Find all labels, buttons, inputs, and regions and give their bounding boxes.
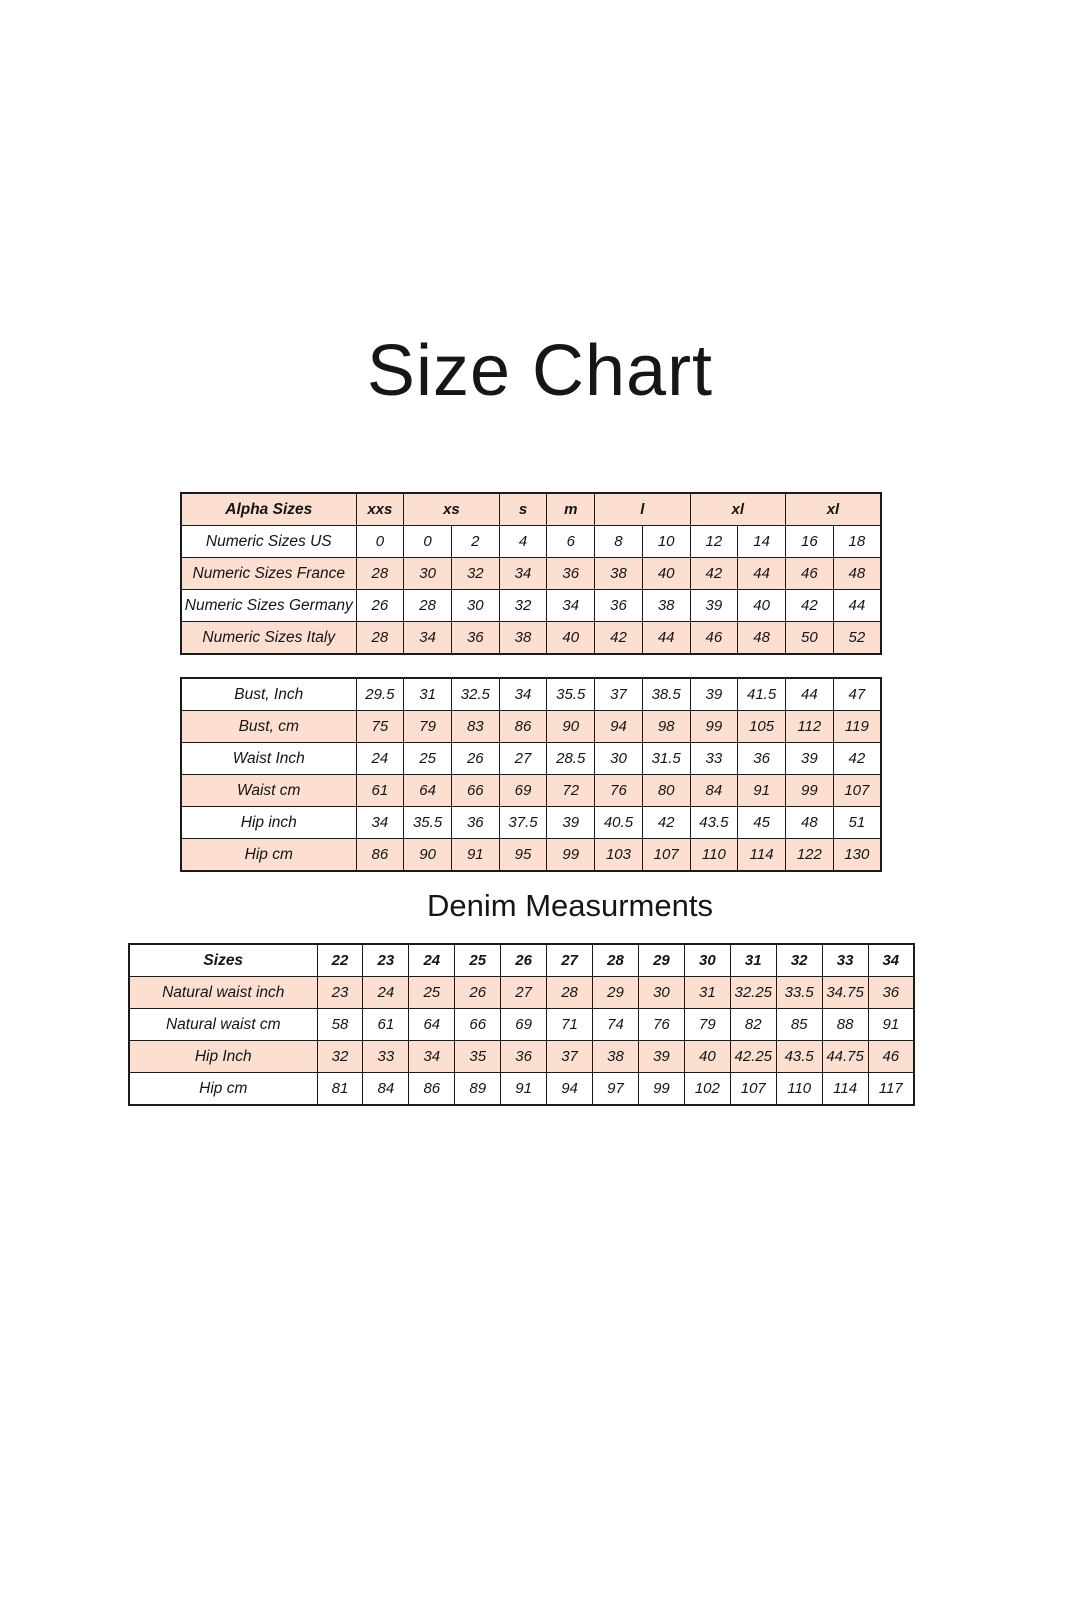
table-cell: 24	[356, 743, 404, 775]
table-cell: 75	[356, 711, 404, 743]
table-cell: 34	[547, 590, 595, 622]
table-cell: 6	[547, 526, 595, 558]
table-cell: 31	[684, 977, 730, 1009]
table-cell: 38.5	[642, 678, 690, 711]
table-cell: 90	[547, 711, 595, 743]
table-header-row	[181, 493, 881, 526]
table-cell: 42	[642, 807, 690, 839]
table-cell: 64	[404, 775, 452, 807]
table-cell: 35.5	[547, 678, 595, 711]
table-cell: 36	[868, 977, 914, 1009]
table-cell: 8	[595, 526, 643, 558]
table-cell: 110	[690, 839, 738, 872]
table-cell: 66	[455, 1009, 501, 1041]
table-cell: 99	[638, 1073, 684, 1106]
table-cell: 29	[638, 944, 684, 977]
table-cell: 25	[455, 944, 501, 977]
table-cell: 90	[404, 839, 452, 872]
table-cell: 44	[833, 590, 881, 622]
table-cell: 94	[547, 1073, 593, 1106]
table-cell: 94	[595, 711, 643, 743]
table-cell: 76	[595, 775, 643, 807]
table-row	[129, 1073, 914, 1106]
table-cell: 99	[690, 711, 738, 743]
table-cell: 34.75	[822, 977, 868, 1009]
table-cell: 102	[684, 1073, 730, 1106]
table-cell: 44	[642, 622, 690, 655]
table-cell: 130	[833, 839, 881, 872]
table-cell: 112	[785, 711, 833, 743]
table-cell: 28	[593, 944, 639, 977]
table-cell: 37.5	[499, 807, 547, 839]
table-cell: 107	[833, 775, 881, 807]
table-cell: 48	[785, 807, 833, 839]
table-cell: 61	[356, 775, 404, 807]
table-cell: 83	[451, 711, 499, 743]
table-cell: 34	[404, 622, 452, 655]
table-cell: 37	[547, 1041, 593, 1073]
table-cell: 51	[833, 807, 881, 839]
table-cell: 74	[593, 1009, 639, 1041]
table-cell: 36	[501, 1041, 547, 1073]
table-cell: 2	[451, 526, 499, 558]
table-cell: 39	[547, 807, 595, 839]
table-cell: 80	[642, 775, 690, 807]
table-cell: 30	[638, 977, 684, 1009]
table-row	[181, 678, 881, 711]
row-label: Numeric Sizes Germany	[181, 590, 356, 622]
table-cell: 36	[451, 807, 499, 839]
table-cell: 32	[317, 1041, 363, 1073]
table-cell: 46	[785, 558, 833, 590]
table-cell: 79	[404, 711, 452, 743]
table-cell: 44	[738, 558, 786, 590]
table-cell: s	[499, 493, 547, 526]
table-cell: 45	[738, 807, 786, 839]
table-cell: 23	[317, 977, 363, 1009]
table-cell: 89	[455, 1073, 501, 1106]
table-cell: 14	[738, 526, 786, 558]
table-cell: 66	[451, 775, 499, 807]
table-cell: 40	[547, 622, 595, 655]
table-cell: 36	[547, 558, 595, 590]
table-cell: 24	[363, 977, 409, 1009]
table-cell: 33	[690, 743, 738, 775]
table-cell: 34	[868, 944, 914, 977]
table-cell: 39	[690, 590, 738, 622]
table-cell: 25	[409, 977, 455, 1009]
table-cell: 42	[833, 743, 881, 775]
table-cell: 91	[501, 1073, 547, 1106]
table-cell: 39	[638, 1041, 684, 1073]
table-cell: 71	[547, 1009, 593, 1041]
table-cell: 34	[409, 1041, 455, 1073]
table-cell: m	[547, 493, 595, 526]
row-label: Hip Inch	[129, 1041, 317, 1073]
table-cell: 82	[730, 1009, 776, 1041]
table-cell: 110	[776, 1073, 822, 1106]
table-cell: 114	[822, 1073, 868, 1106]
table-cell: 0	[404, 526, 452, 558]
table-cell: 58	[317, 1009, 363, 1041]
row-label: Natural waist inch	[129, 977, 317, 1009]
table-cell: 39	[690, 678, 738, 711]
table-cell: 85	[776, 1009, 822, 1041]
row-label: Sizes	[129, 944, 317, 977]
table-cell: 97	[593, 1073, 639, 1106]
table-cell: 33	[822, 944, 868, 977]
row-label: Waist cm	[181, 775, 356, 807]
table-cell: 46	[690, 622, 738, 655]
table-cell: 119	[833, 711, 881, 743]
table-cell: 28.5	[547, 743, 595, 775]
table-cell: 86	[409, 1073, 455, 1106]
table-cell: 28	[356, 622, 404, 655]
table-cell: 31	[730, 944, 776, 977]
table-row	[181, 526, 881, 558]
table-cell: 25	[404, 743, 452, 775]
table-cell: 99	[547, 839, 595, 872]
table-cell: 69	[499, 775, 547, 807]
table-cell: 84	[690, 775, 738, 807]
table-cell: 34	[499, 678, 547, 711]
table-cell: xs	[404, 493, 499, 526]
table-cell: 69	[501, 1009, 547, 1041]
table-cell: 76	[638, 1009, 684, 1041]
table-cell: 98	[642, 711, 690, 743]
table-cell: 41.5	[738, 678, 786, 711]
table-row	[181, 558, 881, 590]
table-cell: 91	[738, 775, 786, 807]
table-cell: 4	[499, 526, 547, 558]
table-cell: 40	[684, 1041, 730, 1073]
table-cell: 32	[451, 558, 499, 590]
table-cell: 30	[404, 558, 452, 590]
row-label: Waist Inch	[181, 743, 356, 775]
table-cell: 28	[404, 590, 452, 622]
table-cell: 29	[593, 977, 639, 1009]
table-cell: l	[595, 493, 690, 526]
table-row	[181, 807, 881, 839]
table-cell: 99	[785, 775, 833, 807]
table-cell: 40.5	[595, 807, 643, 839]
table-row	[181, 590, 881, 622]
table-cell: 36	[451, 622, 499, 655]
table-cell: 86	[499, 711, 547, 743]
table-cell: 34	[356, 807, 404, 839]
table-row	[181, 743, 881, 775]
row-label: Hip cm	[129, 1073, 317, 1106]
table-cell: xl	[690, 493, 785, 526]
table-cell: 86	[356, 839, 404, 872]
table-cell: 42	[595, 622, 643, 655]
table-cell: 38	[595, 558, 643, 590]
table-cell: 27	[501, 977, 547, 1009]
table-cell: 12	[690, 526, 738, 558]
table-cell: 39	[785, 743, 833, 775]
table-cell: 0	[356, 526, 404, 558]
table-cell: 91	[451, 839, 499, 872]
table-cell: 43.5	[690, 807, 738, 839]
denim-section-title: Denim Measurments	[427, 888, 713, 923]
table-cell: 30	[595, 743, 643, 775]
table-cell: 42	[690, 558, 738, 590]
row-label: Numeric Sizes US	[181, 526, 356, 558]
table-cell: 40	[642, 558, 690, 590]
table-cell: 107	[642, 839, 690, 872]
table-row	[129, 977, 914, 1009]
table-cell: 47	[833, 678, 881, 711]
table-cell: 38	[642, 590, 690, 622]
row-label: Numeric Sizes Italy	[181, 622, 356, 655]
table-cell: 38	[593, 1041, 639, 1073]
table-cell: 32	[499, 590, 547, 622]
table-cell: 35	[455, 1041, 501, 1073]
table-cell: 48	[833, 558, 881, 590]
table-cell: 26	[356, 590, 404, 622]
table-row	[181, 839, 881, 872]
table-cell: 37	[595, 678, 643, 711]
table-cell: 117	[868, 1073, 914, 1106]
table-cell: xl	[785, 493, 881, 526]
table-cell: 64	[409, 1009, 455, 1041]
table-cell: 27	[547, 944, 593, 977]
alpha-size-table	[180, 492, 882, 655]
table-row	[181, 711, 881, 743]
table-cell: 16	[785, 526, 833, 558]
row-label: Natural waist cm	[129, 1009, 317, 1041]
table-cell: 28	[356, 558, 404, 590]
table-row	[181, 622, 881, 655]
table-cell: 26	[451, 743, 499, 775]
table-cell: 72	[547, 775, 595, 807]
table-cell: 61	[363, 1009, 409, 1041]
table-cell: 26	[455, 977, 501, 1009]
table-cell: 26	[501, 944, 547, 977]
table-cell: 28	[547, 977, 593, 1009]
body-measurements-table	[180, 677, 882, 872]
table-header-row	[129, 944, 914, 977]
table-cell: 33.5	[776, 977, 822, 1009]
table-cell: 48	[738, 622, 786, 655]
table-cell: 36	[738, 743, 786, 775]
table-cell: 30	[684, 944, 730, 977]
table-cell: 22	[317, 944, 363, 977]
table-cell: 23	[363, 944, 409, 977]
denim-measurements-table	[128, 943, 915, 1106]
table-cell: 52	[833, 622, 881, 655]
table-cell: 79	[684, 1009, 730, 1041]
page-title: Size Chart	[366, 331, 714, 411]
table-cell: 50	[785, 622, 833, 655]
table-cell: 38	[499, 622, 547, 655]
table-cell: 32.25	[730, 977, 776, 1009]
row-label: Alpha Sizes	[181, 493, 356, 526]
table-cell: 24	[409, 944, 455, 977]
row-label: Bust, Inch	[181, 678, 356, 711]
table-cell: 103	[595, 839, 643, 872]
table-cell: 32	[776, 944, 822, 977]
table-cell: 18	[833, 526, 881, 558]
row-label: Bust, cm	[181, 711, 356, 743]
table-cell: 122	[785, 839, 833, 872]
table-cell: 44.75	[822, 1041, 868, 1073]
table-cell: 27	[499, 743, 547, 775]
table-cell: 33	[363, 1041, 409, 1073]
table-cell: 31.5	[642, 743, 690, 775]
table-cell: xxs	[356, 493, 404, 526]
table-cell: 84	[363, 1073, 409, 1106]
table-cell: 95	[499, 839, 547, 872]
table-cell: 46	[868, 1041, 914, 1073]
table-cell: 107	[730, 1073, 776, 1106]
table-cell: 91	[868, 1009, 914, 1041]
row-label: Numeric Sizes France	[181, 558, 356, 590]
table-cell: 81	[317, 1073, 363, 1106]
table-cell: 35.5	[404, 807, 452, 839]
table-cell: 10	[642, 526, 690, 558]
table-cell: 43.5	[776, 1041, 822, 1073]
table-cell: 42	[785, 590, 833, 622]
table-cell: 31	[404, 678, 452, 711]
table-cell: 32.5	[451, 678, 499, 711]
table-cell: 30	[451, 590, 499, 622]
table-cell: 36	[595, 590, 643, 622]
row-label: Hip cm	[181, 839, 356, 872]
table-row	[129, 1009, 914, 1041]
table-cell: 114	[738, 839, 786, 872]
table-cell: 40	[738, 590, 786, 622]
table-cell: 105	[738, 711, 786, 743]
row-label: Hip inch	[181, 807, 356, 839]
table-cell: 44	[785, 678, 833, 711]
table-cell: 34	[499, 558, 547, 590]
table-row	[181, 775, 881, 807]
table-cell: 88	[822, 1009, 868, 1041]
table-row	[129, 1041, 914, 1073]
table-cell: 42.25	[730, 1041, 776, 1073]
table-cell: 29.5	[356, 678, 404, 711]
